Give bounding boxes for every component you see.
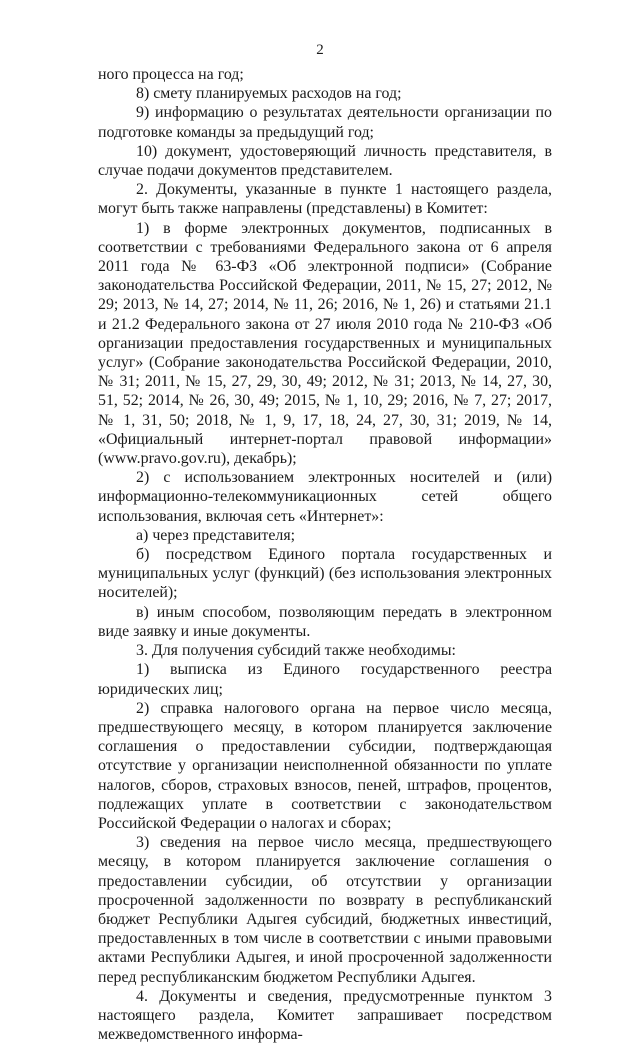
paragraph-item-8-budget: 8) смету планируемых расходов на год; [136,85,402,103]
paragraph-registry-extract: 1) выписка из Единого государственного реестра юридических лиц; [98,661,552,698]
paragraph-item-9-results: 9) информацию о результатах деятельности организации по подготовке команды за предыдущий год; [98,104,552,141]
paragraph-process-continuation: ного процесса на год; [98,66,244,83]
paragraph-via-portal: б) посредством Единого портала государственных и муниципальных услуг (функций) (без использования электронных носителей); [98,546,552,602]
paragraph-other-method: в) иным способом, позволяющим передать в электронном виде заявку и иные документы. [98,603,552,640]
paragraph-electronic-documents: 1) в форме электронных документов, подписанных в соответствии с требованиями Федерального закона от 6 апреля 2011 года № 63-ФЗ «Об электронной подписи» (Собрание законодательства Российской Федерации, 2011, № 15, 27; 2012, № 29; 2013, № 14, 27; 2014, № 11, 26; 2016, № 1, 26) и статьями 21.1 и 21.2 Федерального закона от 27 июля 2010 года № 210-ФЗ «Об организации предоставления государственных и муниципальных услуг» (Собрание законодательства Российской Федерации, 2010, № 31; 2011, № 15, 27, 29, 30, 49; 2012, № 31; 2013, № 14, 27, 30, 51, 52; 2014, № 26, 30, 49; 2015, № 1, 10, 29; 2016, № 7, 27; 2017, № 1, 31, 50; 2018, № 1, 9, 17, 18, 24, 27, 30, 31; 2019, № 14, «Официальный интернет-портал правовой информации» (www.pravo.gov.ru), декабрь); [98,219,552,468]
paragraph-section-3: 3. Для получения субсидий также необходимы: [136,642,456,660]
document-body [98,65,552,1044]
paragraph-tax-certificate: 2) справка налогового органа на первое число месяца, предшествующего месяцу, в котором планируется заключение соглашения о предоставлении субсидии, подтверждающая отсутствие у организации неисполненной обязанности по уплате налогов, сборов, страховых взносов, пеней, штрафов, процентов, подлежащих уплате в соответствии с законодательством Российской Федерации о налогах и сборах; [98,699,552,832]
paragraph-electronic-media: 2) с использованием электронных носителей и (или) информационно-телекоммуникационных сетей общего использования, включая сеть «Интернет»: [98,469,552,525]
paragraph-section-4: 4. Документы и сведения, предусмотренные пунктом 3 настоящего раздела, Комитет запрашивает посредством межведомственного информа- [98,987,552,1044]
paragraph-via-representative: а) через представителя; [136,526,296,544]
paragraph-debt-information: 3) сведения на первое число месяца, предшествующего месяцу, в котором планируется заключение соглашения о предоставлении субсидии, об отсутствии у организации просроченной задолженности по возврату в республиканский бюджет Республики Адыгея субсидий, бюджетных инвестиций, предоставленных в том числе в соответствии с иными правовыми актами Республики Адыгея, и иной просроченной задолженности перед республиканским бюджетом Республики Адыгея. [98,834,552,986]
page-number: 2 [316,42,324,58]
paragraph-item-10-identity: 10) документ, удостоверяющий личность представителя, в случае подачи документов представителем. [98,142,552,180]
paragraph-section-2: 2. Документы, указанные в пункте 1 настоящего раздела, могут быть также направлены (представлены) в Комитет: [98,181,552,218]
